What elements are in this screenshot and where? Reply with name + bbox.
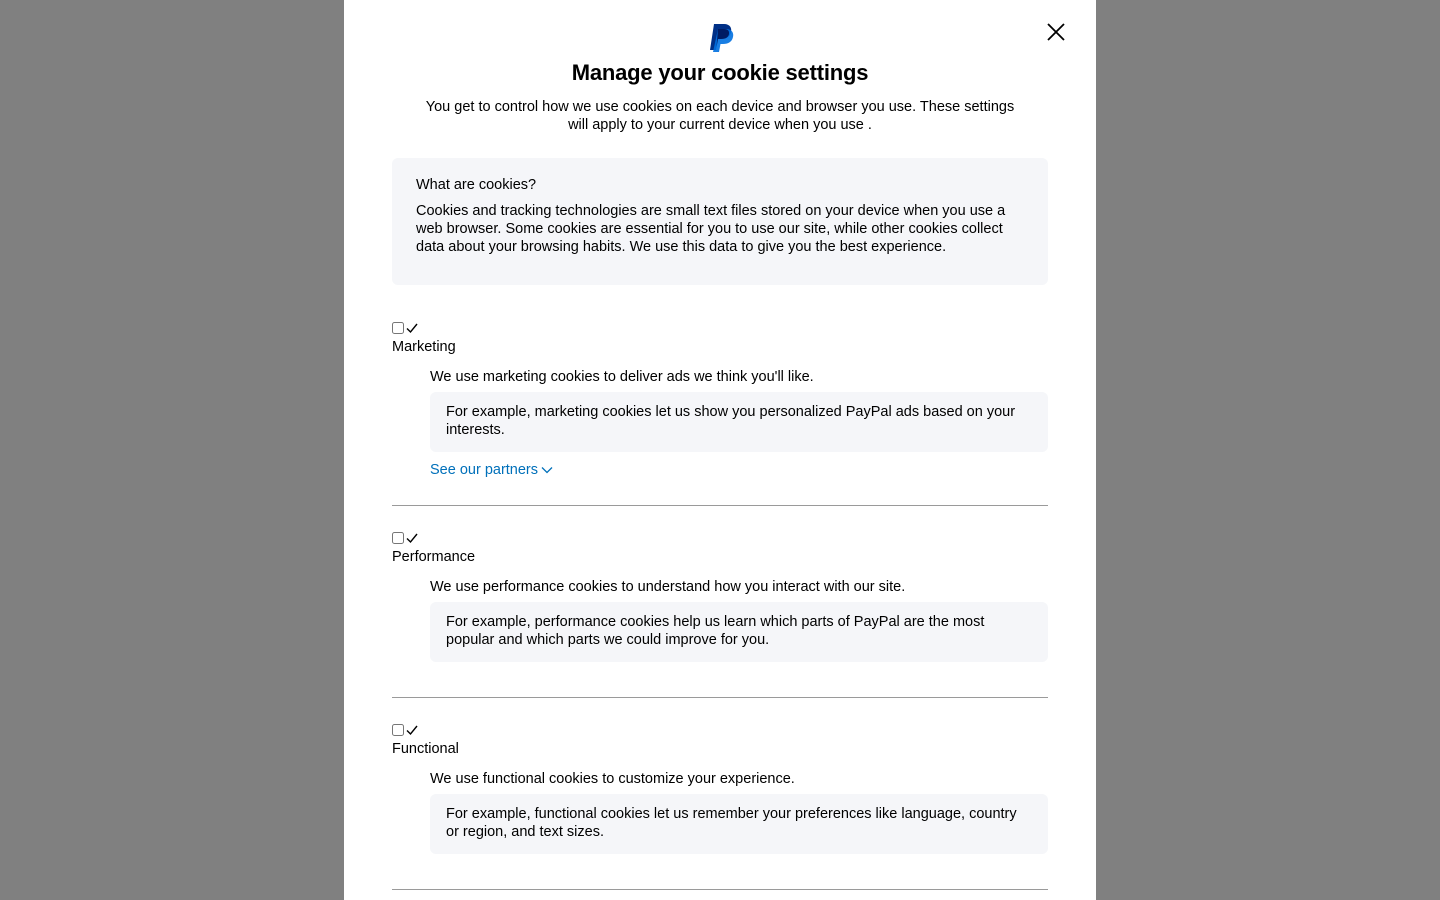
modal-title: Manage your cookie settings [571,60,869,85]
performance-example: For example, performance cookies help us learn which parts of PayPal are the most popular and which parts we could improve for you. [430,602,1048,662]
performance-section [392,531,1048,671]
functional-label: Functional [392,741,459,757]
section-divider [392,505,1048,506]
info-title: What are cookies? [416,177,537,193]
see-our-partners-link[interactable] [430,462,553,478]
functional-description: We use functional cookies to customize your experience. [430,771,795,787]
check-icon [406,322,418,334]
functional-section [392,723,1048,863]
performance-description: We use performance cookies to understand how you interact with our site. [430,579,906,595]
info-text: Cookies and tracking technologies are small text files stored on your device when you use a web browser. Some cookies are essential for you to use our site, while other cookies collect data about your browsing habits. We use this data to give you the best experience. [416,203,1006,255]
check-icon [406,532,418,544]
section-divider [392,889,1048,890]
marketing-description: We use marketing cookies to deliver ads we think you'll like. [430,369,814,385]
chevron-down-icon [541,466,553,474]
close-icon [1044,20,1068,44]
marketing-section [392,321,1048,491]
what-are-cookies-box [392,158,1048,285]
marketing-example: For example, marketing cookies let us show you personalized PayPal ads based on your interests. [430,392,1048,452]
functional-checkbox[interactable] [392,724,404,736]
performance-toggle[interactable] [392,531,418,545]
see-our-partners-label: See our partners [430,462,539,478]
marketing-toggle[interactable] [392,321,418,335]
functional-example: For example, functional cookies let us remember your preferences like language, country or region, and text sizes. [430,794,1048,854]
functional-toggle[interactable] [392,723,418,737]
close-button[interactable] [1044,20,1068,44]
performance-label: Performance [392,549,476,565]
marketing-label: Marketing [392,339,456,355]
section-divider [392,697,1048,698]
cookie-settings-modal [344,0,1096,900]
check-icon [406,724,418,736]
marketing-checkbox[interactable] [392,322,404,334]
paypal-logo-icon [708,22,736,52]
performance-checkbox[interactable] [392,532,404,544]
modal-subtitle: You get to control how we use cookies on each device and browser you use. These settings will apply to your current device when you use . [425,99,1015,133]
